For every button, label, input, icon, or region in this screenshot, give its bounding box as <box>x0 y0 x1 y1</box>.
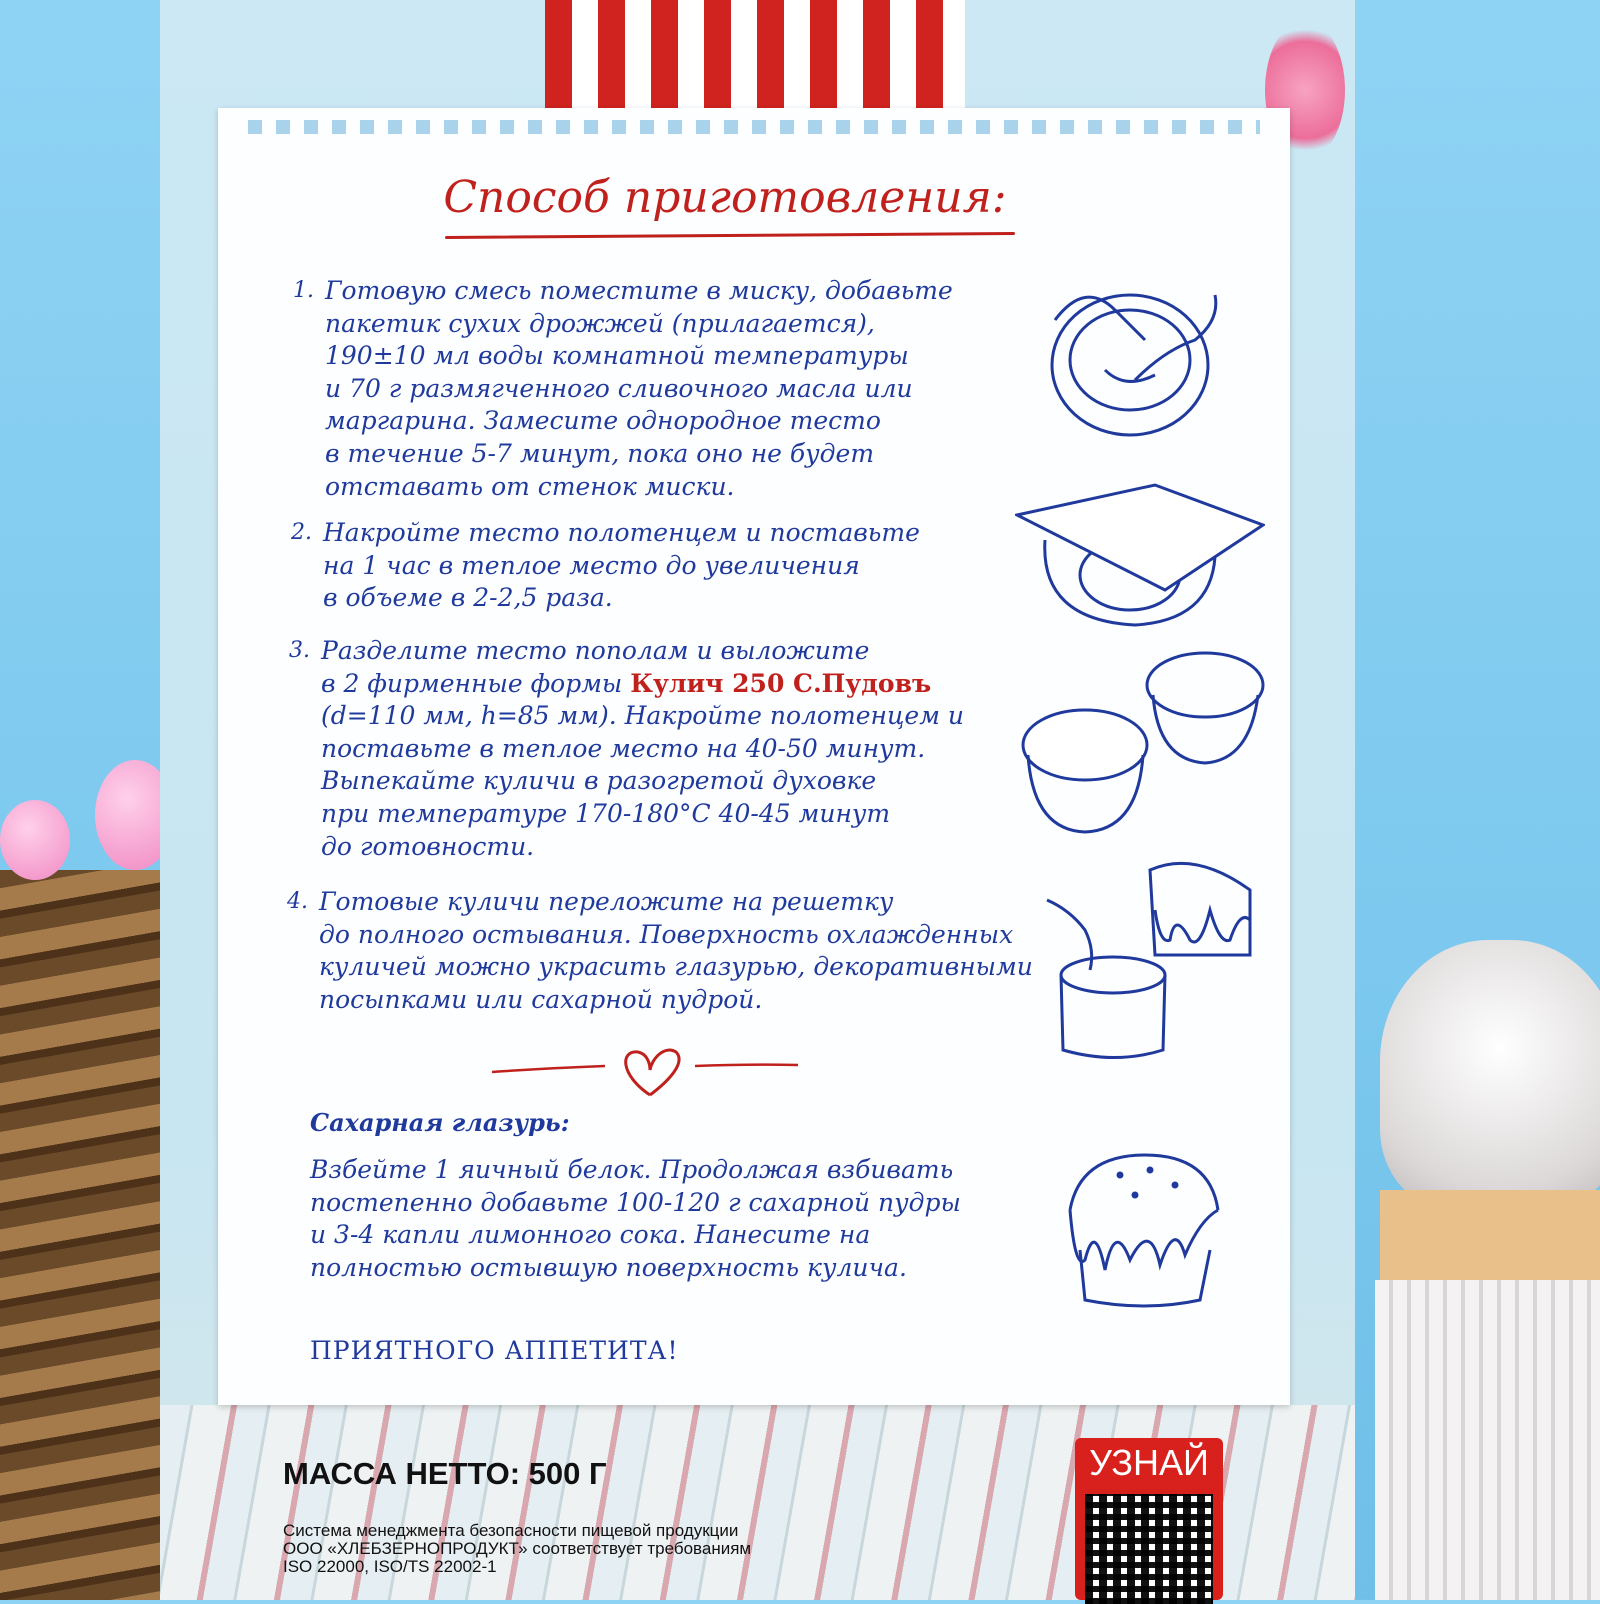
step-line: Накройте тесто полотенцем и поставьте <box>323 518 920 547</box>
glaze-instructions <box>310 1154 961 1284</box>
step-line: в течение 5-7 минут, пока оно не будет <box>325 438 875 468</box>
glaze-line: и 3-4 капли лимонного сока. Нанесите на <box>310 1220 871 1250</box>
step-4 <box>287 886 1033 1016</box>
step-line: на 1 час в теплое место до увеличения <box>323 550 860 580</box>
step-line: Готовую смесь поместите в миску, добавьте <box>325 276 953 305</box>
covered-bowl-icon <box>1015 480 1265 635</box>
glaze-line: полностью остывшую поверхность кулича. <box>310 1252 907 1282</box>
step-line: до полного остывания. Поверхность охлажденных <box>319 919 1014 949</box>
step-number: 4. <box>287 889 308 914</box>
qr-badge[interactable] <box>1075 1438 1223 1600</box>
step-line: маргарина. Замесите однородное тесто <box>325 406 881 436</box>
brand-mold-name: Кулич 250 С.Пудовъ <box>630 668 932 698</box>
kneading-bowl-icon <box>1045 280 1230 440</box>
step-number: 2. <box>291 520 312 545</box>
step-line: при температуре 170-180°С 40-45 минут <box>321 798 891 828</box>
step-line: до готовности. <box>321 831 535 861</box>
cert-line: ISO 22000, ISO/TS 22002-1 <box>283 1557 497 1576</box>
heart-divider-icon <box>490 1040 800 1100</box>
step-line: отставать от стенок миски. <box>325 471 735 501</box>
step-line: Готовые куличи переложите на решетку <box>319 887 894 916</box>
step-line: (d=110 мм, h=85 мм). Накройте полотенцем и <box>321 701 964 731</box>
closing-text: ПРИЯТНОГО АППЕТИТА! <box>310 1336 679 1365</box>
step-1 <box>293 275 953 503</box>
step-line: Разделите тесто пополам и выложите <box>321 636 870 665</box>
step-number: 1. <box>293 278 314 303</box>
step-line: 190±10 мл воды комнатной температуры <box>325 341 909 371</box>
step-2 <box>291 517 920 615</box>
cert-line: Система менеджмента безопасности пищевой продукции <box>283 1521 739 1540</box>
step-3 <box>289 635 964 863</box>
glaze-line: Взбейте 1 яичный белок. Продолжая взбивать <box>310 1155 954 1184</box>
cupcake-liner <box>1375 1280 1600 1600</box>
glaze-line: постепенно добавьте 100-120 г сахарной пудры <box>310 1187 961 1217</box>
step-line: Выпекайте куличи в разогретой духовке <box>321 766 877 796</box>
easter-egg <box>0 800 70 880</box>
step-line <box>321 668 964 701</box>
perforation <box>248 120 1260 134</box>
meringue-topping <box>1380 940 1600 1210</box>
qr-code-icon[interactable] <box>1085 1494 1213 1604</box>
certification-text <box>283 1522 751 1576</box>
step-line: в объеме в 2-2,5 раза. <box>323 583 613 613</box>
glaze-title: Сахарная глазурь: <box>310 1108 570 1137</box>
cert-line: ООО «ХЛЕБЗЕРНОПРОДУКТ» соответствует требованиям <box>283 1539 752 1558</box>
step-line: пакетик сухих дрожжей (прилагается), <box>325 308 875 338</box>
step-line: куличей можно украсить глазурью, декоративными <box>319 952 1033 982</box>
glazing-kulich-icon <box>1045 850 1260 1065</box>
wicker-basket <box>0 870 165 1600</box>
step-line-text: в 2 фирменные формы <box>321 668 631 698</box>
step-line: посыпками или сахарной пудрой. <box>319 984 763 1014</box>
glazed-kulich-icon <box>1060 1150 1225 1310</box>
qr-label: УЗНАЙ <box>1089 1442 1209 1483</box>
baking-molds-icon <box>1018 645 1268 840</box>
recipe-title: Способ приготовления: <box>443 172 1007 223</box>
step-line: и 70 г размягченного сливочного масла или <box>325 373 913 403</box>
net-weight: МАССА НЕТТО: 500 Г <box>283 1456 607 1491</box>
step-number: 3. <box>289 638 310 663</box>
step-line: поставьте в теплое место на 40-50 минут. <box>321 733 926 763</box>
